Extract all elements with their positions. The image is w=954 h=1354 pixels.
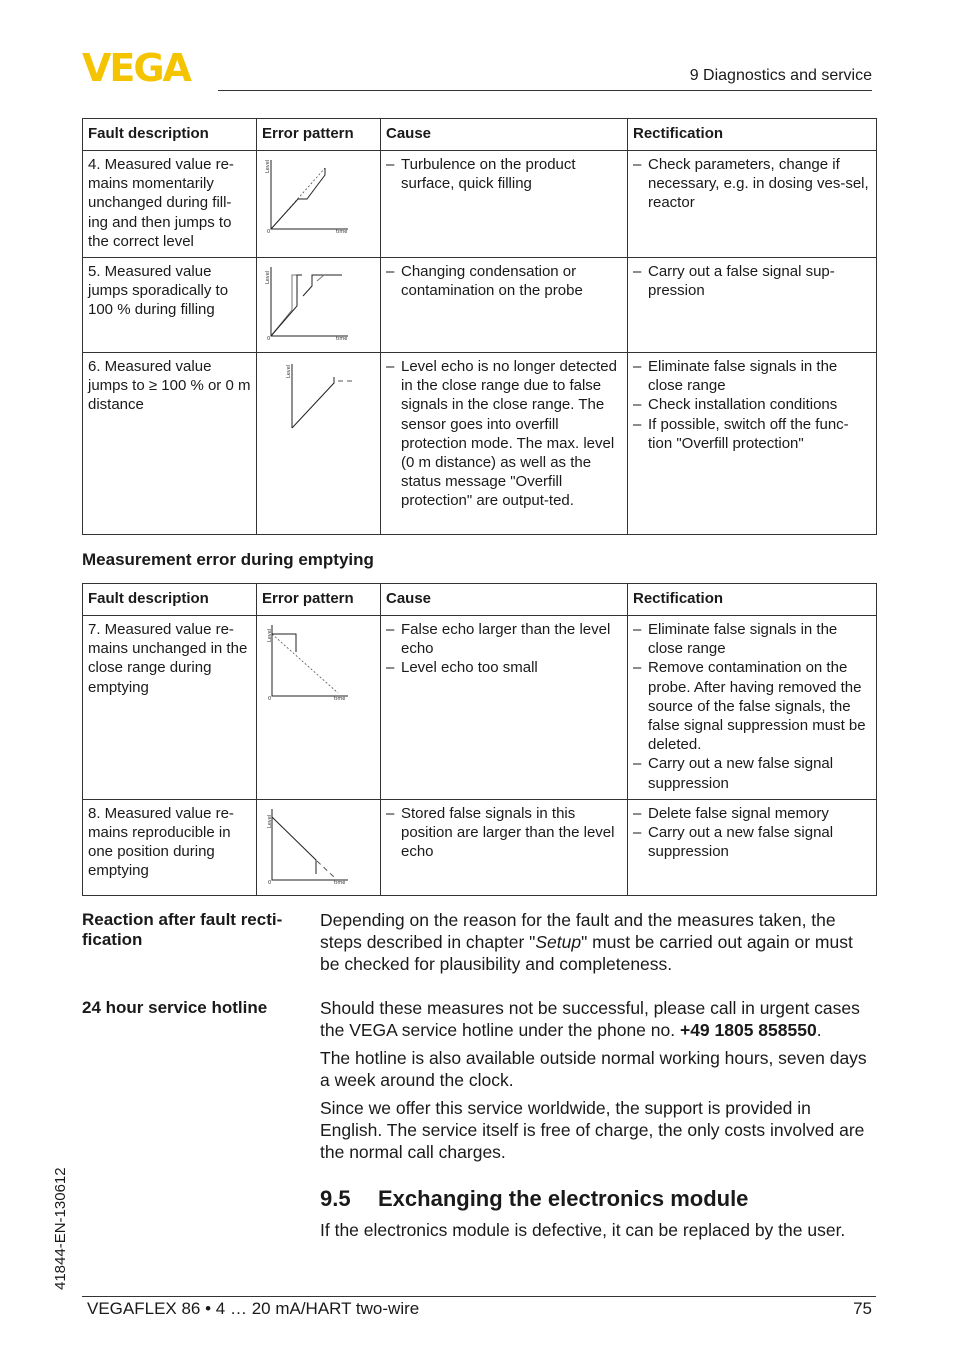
emptying-section-title: Measurement error during emptying (82, 550, 374, 569)
rectification-item: – Carry out a new false signal suppression (633, 754, 871, 792)
rectification-item: – Check installation conditions (633, 395, 871, 414)
header-pattern: Error pattern (257, 119, 381, 151)
rectification-item: – Eliminate false signals in the close range (633, 620, 871, 658)
graph-y-label: Level (267, 814, 273, 828)
rectification-item: – Delete false signal memory (633, 804, 871, 823)
vega-logo (82, 50, 212, 84)
graph-y-label: Level (286, 364, 292, 379)
page-number: 75 (853, 1299, 872, 1318)
error-pattern-graph (262, 620, 352, 700)
cause-cell (381, 799, 628, 895)
error-pattern-graph (262, 804, 352, 884)
filling-fault-table (82, 118, 877, 535)
table-row (83, 616, 877, 800)
error-pattern-graph (262, 357, 352, 437)
cause-cell (381, 151, 628, 258)
cause-item: – Level echo too small (386, 658, 622, 677)
fault-description: 8. Measured value re-mains reproducible in one position during emptying (83, 799, 257, 895)
reaction-text-part: Depending on the reason for the fault and the measures taken, the steps described in chapter " (320, 910, 836, 952)
header-cause: Cause (381, 584, 628, 616)
emptying-fault-table (82, 583, 877, 896)
table-header-row (83, 119, 877, 151)
error-pattern-cell (257, 799, 381, 895)
hotline-heading: 24 hour service hotline (82, 998, 268, 1017)
rectification-item: – Eliminate false signals in the close range (633, 357, 871, 395)
reaction-text (320, 909, 876, 981)
section-number: 9.5 (320, 1186, 351, 1211)
graph-x-label: time (334, 879, 346, 884)
graph-origin-label: 0 (268, 696, 272, 700)
table-header-row (83, 584, 877, 616)
header-rule (218, 90, 872, 91)
error-pattern-cell (257, 258, 381, 353)
svg-text:VEGA: VEGA (82, 50, 190, 84)
graph-x-label: time (336, 336, 348, 343)
header-fault: Fault description (83, 119, 257, 151)
rectification-item: – Remove contamination on the probe. After having removed the source of the false signals, the false signal suppression must be deleted. (633, 658, 871, 754)
cause-item: – Stored false signals in this position are larger than the level echo (386, 804, 622, 862)
footer-product: VEGAFLEX 86 • 4 … 20 mA/HART two-wire (87, 1299, 420, 1318)
cause-item: – False echo larger than the level echo (386, 620, 622, 658)
header-rectification: Rectification (628, 119, 877, 151)
error-pattern-cell (257, 151, 381, 258)
cause-cell (381, 616, 628, 800)
fault-description: 7. Measured value re-mains unchanged in the close range during emptying (83, 616, 257, 800)
table-row (83, 258, 877, 353)
section-text: If the electronics module is defective, it can be replaced by the user. (320, 1220, 846, 1240)
graph-x-label: time (336, 229, 348, 235)
header-rectification: Rectification (628, 584, 877, 616)
graph-origin-label: 0 (267, 336, 271, 343)
footer-rule (82, 1296, 876, 1297)
setup-chapter-ref: Setup (535, 932, 582, 952)
hotline-text (320, 997, 876, 1169)
rectification-cell (628, 151, 877, 258)
reaction-text-part: " must be carried out again or must be checked for plausibility and completeness. (320, 932, 853, 974)
chapter-title: 9 Diagnostics and service (689, 67, 872, 84)
rectification-item: – Carry out a false signal sup-pression (633, 262, 871, 300)
section-heading (320, 1186, 748, 1212)
hotline-text-part: . (816, 1020, 822, 1040)
reaction-heading: Reaction after fault recti-fication (82, 910, 283, 949)
table-row (83, 799, 877, 895)
fault-description: 4. Measured value re-mains momentarily unchanged during fill-ing and then jumps to the correct level (83, 151, 257, 258)
table-row (83, 151, 877, 258)
table-row (83, 353, 877, 535)
rectification-cell (628, 616, 877, 800)
rectification-item: – If possible, switch off the func-tion "Overfill protection" (633, 415, 871, 453)
graph-y-label: Level (265, 270, 271, 285)
cause-cell (381, 353, 628, 535)
document-code: 41844-EN-130612 (52, 1167, 69, 1290)
header-pattern: Error pattern (257, 584, 381, 616)
graph-origin-label: 0 (268, 879, 272, 884)
error-pattern-graph (262, 262, 352, 342)
graph-origin-label: 0 (267, 229, 271, 235)
graph-y-label: Level (267, 628, 273, 642)
fault-description: 6. Measured value jumps to ≥ 100 % or 0 m distance (83, 353, 257, 535)
hotline-text-part: Should these measures not be successful, please call in urgent cases the VEGA service hotline under the phone no. (320, 998, 860, 1040)
header-fault: Fault description (83, 584, 257, 616)
hotline-phone: +49 1805 858550 (679, 1020, 817, 1040)
section-title: Exchanging the electronics module (378, 1186, 749, 1211)
hotline-paragraph: The hotline is also available outside normal working hours, seven days a week around the clock. (320, 1048, 867, 1090)
cause-cell (381, 258, 628, 353)
cause-item: – Turbulence on the product surface, quick filling (386, 155, 622, 193)
rectification-cell (628, 258, 877, 353)
header-cause: Cause (381, 119, 628, 151)
error-pattern-cell (257, 616, 381, 800)
graph-x-label: time (334, 696, 346, 700)
rectification-cell (628, 353, 877, 535)
cause-item: – Changing condensation or contamination on the probe (386, 262, 622, 300)
fault-description: 5. Measured value jumps sporadically to 100 % during filling (83, 258, 257, 353)
hotline-paragraph: Since we offer this service worldwide, the support is provided in English. The service itself is free of charge, the only costs involved are the normal call charges. (320, 1098, 865, 1162)
rectification-item: – Check parameters, change if necessary, e.g. in dosing ves-sel, reactor (633, 155, 871, 213)
graph-y-label: Level (265, 159, 271, 173)
rectification-item: – Carry out a new false signal suppression (633, 823, 871, 861)
cause-item: – Level echo is no longer detected in the close range due to false signals in the close range. The sensor goes into overfill protection mode. The max. level (0 m distance) as well as the status message "Overfill protection" are output-ted. (386, 357, 622, 511)
error-pattern-cell (257, 353, 381, 535)
error-pattern-graph (262, 155, 352, 235)
rectification-cell (628, 799, 877, 895)
